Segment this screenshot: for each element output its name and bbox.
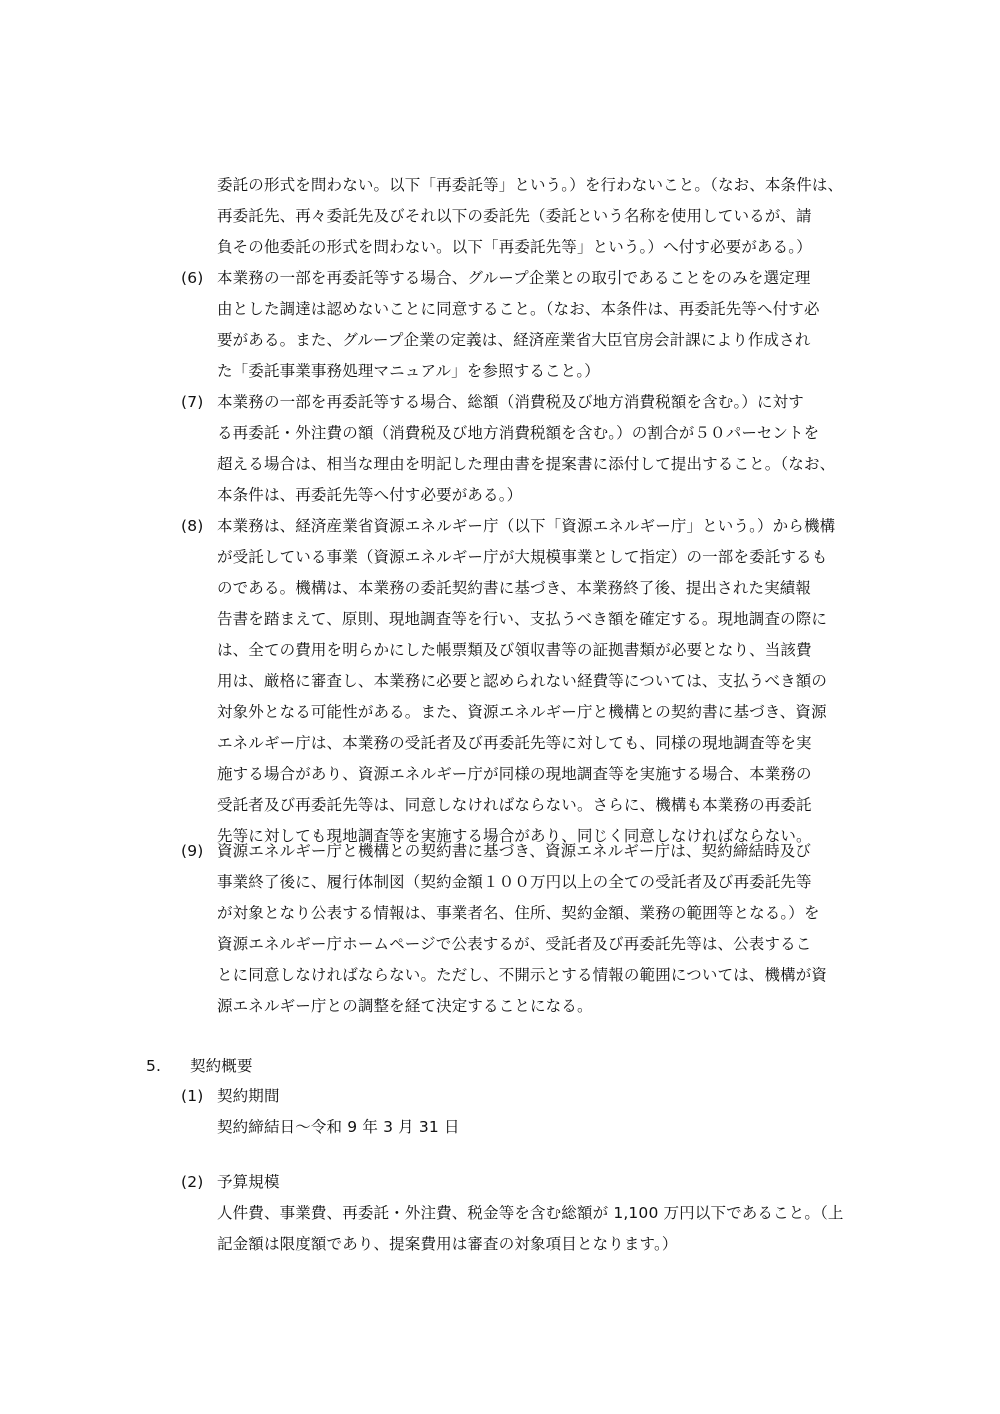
text-line: 負その他委託の形式を問わない。以下「再委託先等」という。）へ付す必要がある。） — [217, 238, 812, 256]
text-line: が受託している事業（資源エネルギー庁が大規模事業として指定）の一部を委託するも — [217, 548, 828, 566]
text-line: 資源エネルギー庁ホームページで公表するが、受託者及び再委託先等は、公表するこ — [217, 935, 812, 953]
text-line: 由とした調達は認めないことに同意すること。（なお、本条件は、再委託先等へ付す必 — [217, 300, 820, 318]
item-number: (6) — [181, 269, 204, 287]
text-line: 先等に対しても現地調査等を実施する場合があり、同じく同意しなければならない。 — [217, 827, 812, 845]
item-number: (8) — [181, 517, 204, 535]
item-number: (7) — [181, 393, 204, 411]
subsection-number: (2) — [181, 1173, 204, 1191]
text-line: 対象外となる可能性がある。また、資源エネルギー庁と機構との契約書に基づき、資源 — [217, 703, 827, 721]
text-line: とに同意しなければならない。ただし、不開示とする情報の範囲については、機構が資 — [217, 966, 828, 984]
text-line: 事業終了後に、履行体制図（契約金額１００万円以上の全ての受託者及び再委託先等 — [217, 873, 812, 891]
text-line: 施する場合があり、資源エネルギー庁が同様の現地調査等を実施する場合、本業務の — [217, 765, 812, 783]
text-line: は、全ての費用を明らかにした帳票類及び領収書等の証拠書類が必要となり、当該費 — [217, 641, 812, 659]
text-line: 記金額は限度額であり、提案費用は審査の対象項目となります。） — [217, 1235, 678, 1253]
text-line: 本業務の一部を再委託等する場合、総額（消費税及び地方消費税額を含む。）に対す — [217, 393, 804, 411]
contract-period-text: 契約締結日～令和 9 年 3 月 31 日 — [217, 1118, 460, 1136]
text-line: 告書を踏まえて、原則、現地調査等を行い、支払うべき額を確定する。現地調査の際に — [217, 610, 828, 628]
text-line: 委託の形式を問わない。以下「再委託等」という。）を行わないこと。（なお、本条件は、 — [217, 176, 844, 194]
text-line: 人件費、事業費、再委託・外注費、税金等を含む総額が 1,100 万円以下であること。（上 — [217, 1204, 844, 1222]
text-line: 再委託先、再々委託先及びそれ以下の委託先（委託という名称を使用しているが、請 — [217, 207, 812, 225]
text-line: 超える場合は、相当な理由を明記した理由書を提案書に添付して提出すること。（なお、 — [217, 455, 836, 473]
subsection-title: 予算規模 — [217, 1173, 280, 1191]
item-number: (9) — [181, 842, 204, 860]
text-line: 資源エネルギー庁と機構との契約書に基づき、資源エネルギー庁は、契約締結時及び — [217, 842, 812, 860]
text-line: 要がある。また、グループ企業の定義は、経済産業省大臣官房会計課により作成され — [217, 331, 811, 349]
section-number: 5. — [146, 1057, 162, 1075]
subsection-title: 契約期間 — [217, 1087, 280, 1105]
text-line: 本業務は、経済産業省資源エネルギー庁（以下「資源エネルギー庁」という。）から機構 — [217, 517, 836, 535]
text-line: 受託者及び再委託先等は、同意しなければならない。さらに、機構も本業務の再委託 — [217, 796, 812, 814]
subsection-number: (1) — [181, 1087, 204, 1105]
text-line: が対象となり公表する情報は、事業者名、住所、契約金額、業務の範囲等となる。）を — [217, 904, 820, 922]
text-line: る再委託・外注費の額（消費税及び地方消費税額を含む。）の割合が５０パーセントを — [217, 424, 820, 442]
text-line: 本業務の一部を再委託等する場合、グループ企業との取引であることをのみを選定理 — [217, 269, 811, 287]
text-line: 本条件は、再委託先等へ付す必要がある。） — [217, 486, 523, 504]
section-title: 契約概要 — [190, 1057, 253, 1075]
text-line: 用は、厳格に審査し、本業務に必要と認められない経費等については、支払うべき額の — [217, 672, 828, 690]
text-line: 源エネルギー庁との調整を経て決定することになる。 — [217, 997, 593, 1015]
text-line: た「委託事業事務処理マニュアル」を参照すること。） — [217, 362, 600, 380]
text-line: のである。機構は、本業務の委託契約書に基づき、本業務終了後、提出された実績報 — [217, 579, 812, 597]
text-line: エネルギー庁は、本業務の受託者及び再委託先等に対しても、同様の現地調査等を実 — [217, 734, 812, 752]
